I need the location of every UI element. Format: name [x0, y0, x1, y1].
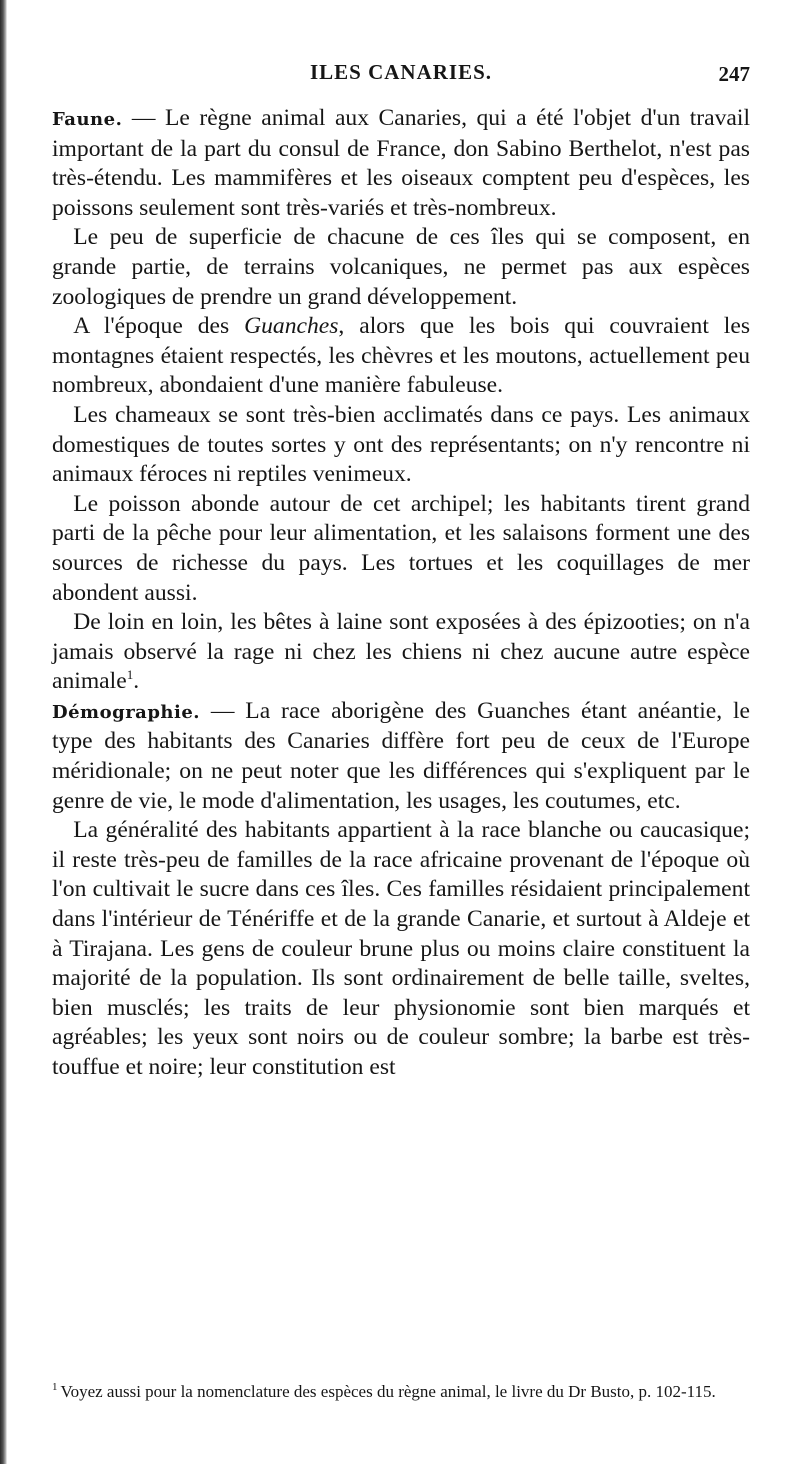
paragraph-faune [52, 104, 750, 223]
paragraph [52, 401, 750, 490]
paragraph [52, 816, 750, 1082]
footnote-number: 1 [52, 1381, 58, 1394]
paragraph [52, 223, 750, 312]
paragraph [52, 490, 750, 608]
running-head [52, 60, 750, 94]
section-dash: — [122, 105, 165, 131]
section-label-demographie: Démographie. [52, 701, 201, 723]
page-number: 247 [718, 62, 750, 86]
paragraph [52, 312, 750, 401]
paragraph-text: , alors que les bois qui couvraient les montagnes étaient respectés, les chèvres et les moutons, actuellement peu nombreux, abondaient d'une manière fabuleuse. [52, 313, 750, 399]
section-dash: — [200, 697, 246, 724]
paragraph-text: Le poisson abonde autour de cet archipel; les habitants tirent grand parti de la pêche pour leur alimentation, et les salaisons forment une des sources de richesse du pays. Les tortues et les coquillages de mer abondent aussi. [52, 490, 750, 606]
paragraph-text: A l'époque des [73, 313, 245, 340]
paragraph-demographie [52, 697, 750, 816]
paragraph-text: Les chameaux se sont très-bien acclimatés dans ce pays. Les animaux domestiques de toutes sortes y ont des représentants; on n'y rencontre ni animaux féroces ni reptiles venimeux. [52, 401, 750, 488]
scan-binding-edge [0, 0, 7, 1464]
paragraph-text: La généralité des habitants appartient à la race blanche ou caucasique; il reste très-peu de familles de la race africaine provenant de l'époque où l'on cultivait le sucre dans ces îles. Ces familles résidaient principalement dans l'intérieur de Ténériffe et de la grande Canarie, et surtout à Aldeje et à Tirajana. Les gens de couleur brune plus ou moins claire constituent la majorité de la population. Ils sont ordinairement de belle taille, sveltes, bien musclés; les traits de leur physionomie sont bien marqués et agréables; les yeux sont noirs ou de couleur sombre; la barbe est très-touffue et noire; leur constitution est [52, 817, 750, 1080]
paragraph-text: De loin en loin, les bêtes à laine sont exposées à des épizooties; on n'a jamais observé la rage ni chez les chiens ni chez aucune autre espèce animale [52, 609, 750, 695]
running-title: ILES CANARIES. [309, 60, 493, 84]
body-text [52, 104, 750, 1083]
paragraph-text: Le peu de superficie de chacune de ces îles qui se composent, en grande partie, de terrains volcaniques, ne permet pas aux espèces zoologiques de prendre un grand développement. [52, 224, 750, 310]
section-label-faune: Faune. [52, 109, 123, 130]
paragraph [52, 608, 750, 697]
paragraph-end: . [133, 668, 140, 695]
paragraph-text: La race aborigène des Guanches étant anéantie, le type des habitants des Canaries diffère fort peu de ceux de l'Europe méridionale; on ne peut noter que les différences qui s'expliquent par le genre de vie, le mode d'alimentation, les usages, les coutumes, etc. [52, 697, 750, 814]
footnote [52, 1380, 750, 1403]
footnote-text: Voyez aussi pour la nomenclature des espèces du règne animal, le livre du Dr Busto, p. 102-115. [60, 1382, 716, 1401]
italic-term-guanches: Guanches [244, 313, 339, 340]
paragraph-text: Le règne animal aux Canaries, qui a été l'objet d'un travail important de la part du consul de France, don Sabino Berthelot, n'est pas très-étendu. Les mammifères et les oiseaux comptent peu d'espèces, les poissons seulement sont très-variés et très-nombreux. [52, 105, 751, 221]
footnote-reference: 1 [126, 667, 134, 683]
